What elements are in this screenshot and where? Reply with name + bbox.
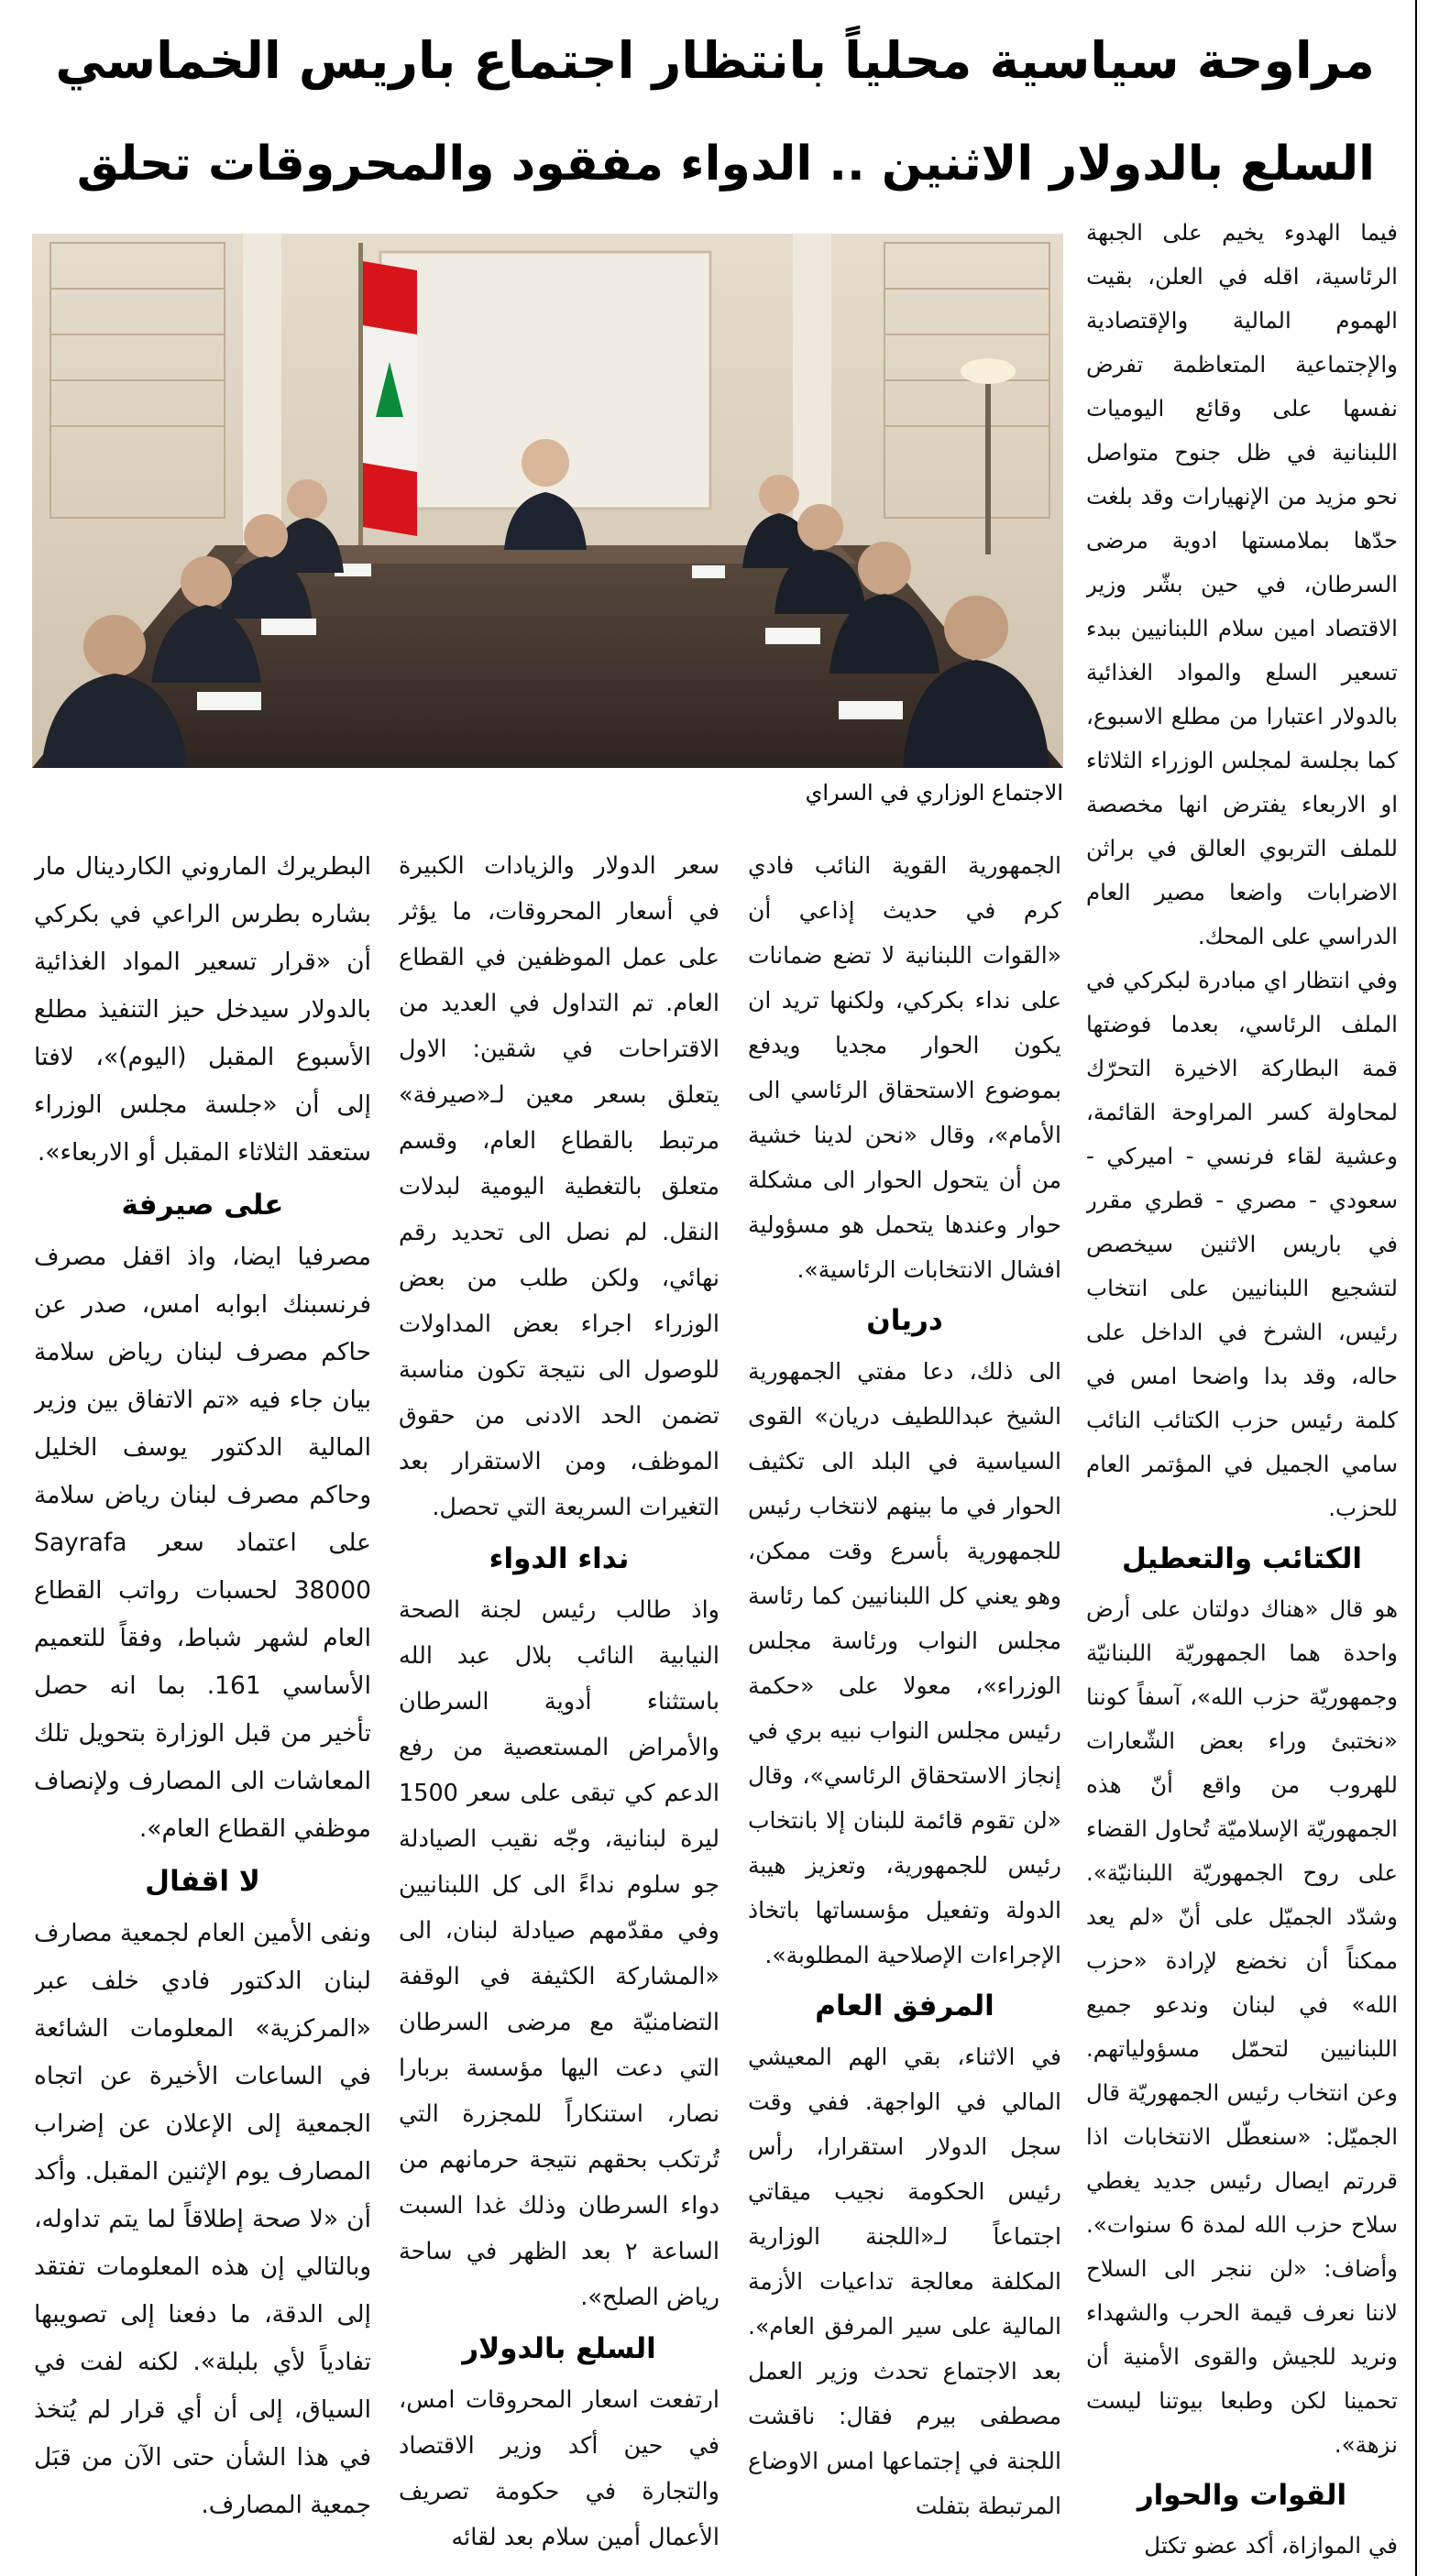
meeting-photo-illustration: [32, 234, 1063, 768]
article-column-4: [34, 843, 371, 2571]
article-column-3: [399, 843, 720, 2571]
article-paragraph: الجمهورية القوية النائب فادي كرم في حديث إذاعي أن «القوات اللبنانية لا تضع ضمانات على نداء بكركي، ولكنها تريد ان يكون الحوار مجديا ويدفع بموضوع الاستحقاق الرئاسي الى الأمام»، وقال «نحن لدينا خشية من أن يتحول الحوار الى مشكلة حوار وعندها يتحمل هو مسؤولية افشال الانتخابات الرئاسية».: [748, 852, 1061, 1283]
article-paragraph: مصرفيا ايضا، واذ اقفل مصرف فرنسبنك ابوابه امس، صدر عن حاكم مصرف لبنان رياض سلامة بيان جاء فيه «تم الاتفاق بين وزير المالية الدكتور يوسف الخليل وحاكم مصرف لبنان رياض سلامة على اعتماد سعر Sayrafa 38000 لحسبات رواتب القطاع العام لشهر شباط، وفقاً للتعميم الأساسي 161. بما انه حصل تأخير من قبل الوزارة بتحويل تلك المعاشات الى المصارف ولإنصاف موظفي القطاع العام».: [34, 1243, 371, 1843]
article-paragraph: ارتفعت اسعار المحروقات امس، في حين أكد وزير الاقتصاد والتجارة في حكومة تصريف الأعمال أمين سلام بعد لقائه: [399, 2386, 720, 2551]
article-column-1: [1086, 211, 1398, 2571]
article-paragraph: البطريرك الماروني الكاردينال مار بشاره بطرس الراعي في بكركي أن «قرار تسعير المواد الغذائية بالدولار سيدخل حيز التنفيذ مطلع الأسبوع المقبل (اليوم)»، لافتا إلى أن «جلسة مجلس الوزراء ستعقد الثلاثاء المقبل أو الاربعاء».: [34, 852, 371, 1167]
article-paragraph: ونفى الأمين العام لجمعية مصارف لبنان الدكتور فادي خلف عبر «المركزية» المعلومات الشائعة في الساعات الأخيرة عن اتجاه الجمعية إلى الإعلان عن إضراب المصارف يوم الإثنين المقبل. وأكد أن «لا صحة إطلاقاً لما يتم تداوله، وبالتالي إن هذه المعلومات تفتقد إلى الدقة، ما دفعنا إلى تصويبها تفادياً لأي بلبلة». لكنه لفت في السياق، إلى أن أي قرار لم يُتخذ في هذا الشأن حتى الآن من قبَل جمعية المصارف.: [34, 1919, 371, 2519]
article-paragraph: في الموازاة، أكد عضو تكتل: [1144, 2532, 1398, 2559]
section-subheading: السلع بالدولار: [462, 2332, 656, 2365]
section-subheading: لا اقفال: [145, 1865, 260, 1898]
section-subheading: القوات والحوار: [1137, 2479, 1347, 2512]
section-subheading: الكتائب والتعطيل: [1121, 1542, 1363, 1575]
article-paragraph: هو قال «هناك دولتان على أرض واحدة هما الجمهوريّة اللبنانيّة وجمهوريّة حزب الله»، آسفاً كوننا «نختبئ وراء بعض الشّعارات للهروب من واقع أنّ هذه الجمهوريّة الإسلاميّة تُحاول القضاء على روح الجمهوريّة اللبنانيّة». وشدّد الجميّل على أنّ «لم يعد ممكناً أن نخضع لإرادة «حزب الله» في لبنان وندعو جميع اللبنانيين لتحمّل مسؤولياتهم. وعن انتخاب رئيس الجمهوريّة قال الجميّل: «سنعطّل الانتخابات اذا قررتم ايصال رئيس جديد يغطي سلاح حزب الله لمدة 6 سنوات». وأضاف: «لن ننجر الى السلاح لاننا نعرف قيمة الحرب والشهداء ونريد للجيش والقوى الأمنية أن تحمينا لكن وطبعا بيوتنا ليست نزهة».: [1086, 1595, 1398, 2458]
article-paragraph: في الاثناء، بقي الهم المعيشي المالي في الواجهة. ففي وقت سجل الدولار استقرارا، رأس رئيس الحكومة نجيب ميقاتي اجتماعاً لـ«اللجنة الوزارية المكلفة معالجة تداعيات الأزمة المالية على سير المرفق العام». بعد الاجتماع تحدث وزير العمل مصطفى بيرم فقال: ناقشت اللجنة في إجتماعها امس الاوضاع المرتبطة بتفلت: [748, 2044, 1061, 2519]
section-subheading: نداء الدواء: [489, 1542, 630, 1575]
meeting-photo: [32, 234, 1063, 768]
section-subheading: المرفق العام: [815, 1990, 994, 2022]
headline-line-2: السلع بالدولار الاثنين .. الدواء مفقود والمحروقات تحلق: [76, 137, 1375, 192]
headline-line-1: مراوحة سياسية محلياً بانتظار اجتماع باريس الخماسي: [55, 31, 1375, 90]
section-subheading: دريان: [866, 1304, 943, 1337]
page-edge-rule: [1415, 0, 1417, 2576]
section-subheading: على صيرفة: [121, 1189, 284, 1222]
photo-caption: الاجتماع الوزاري في السراي: [805, 780, 1063, 806]
article-column-2: [748, 843, 1061, 2571]
article-paragraph: واذ طالب رئيس لجنة الصحة النيابية النائب بلال عبد الله باستثناء أدوية السرطان والأمراض المستعصية من رفع الدعم كي تبقى على سعر 1500 ليرة لبنانية، وجّه نقيب الصيادلة جو سلوم نداءً الى كل اللبنانيين وفي مقدّمهم صيادلة لبنان، الى «المشاركة الكثيفة في الوقفة التضامنيّة مع مرضى السرطان التي دعت اليها مؤسسة بربارا نصار، استنكاراً للمجزرة التي تُرتكب بحقهم نتيجة حرمانهم من دواء السرطان وذلك غدا السبت الساعة ٢ بعد الظهر في ساحة رياض الصلح».: [399, 1596, 720, 2311]
article-paragraph: سعر الدولار والزيادات الكبيرة في أسعار المحروقات، ما يؤثر على عمل الموظفين في القطاع العام. تم التداول في العديد من الاقتراحات في شقين: الاول يتعلق بسعر معين لـ«صيرفة» مرتبط بالقطاع العام، وقسم متعلق بالتغطية اليومية لبدلات النقل. لم نصل الى تحديد رقم نهائي، ولكن طلب من بعض الوزراء اجراء بعض المداولات للوصول الى نتيجة تكون مناسبة تضمن الحد الادنى من حقوق الموظف، ومن الاستقرار بعد التغيرات السريعة التي تحصل.: [399, 852, 720, 1521]
article-paragraph: فيما الهدوء يخيم على الجبهة الرئاسية، اقله في العلن، بقيت الهموم المالية والإقتصادية والإجتماعية المتعاظمة تفرض نفسها على وقائع اليوميات اللبنانية في ظل جنوح متواصل نحو مزيد من الإنهيارات وقد بلغت حدّها بملامستها ادوية مرضى السرطان، في حين بشّر وزير الاقتصاد امين سلام اللبنانيين ببدء تسعير السلع والمواد الغذائية بالدولار اعتبارا من مطلع الاسبوع، كما بجلسة لمجلس الوزراء الثلاثاء او الاربعاء يفترض انها مخصصة للملف التربوي العالق في براثن الاضرابات واضعا مصير العام الدراسي على المحك.: [1086, 219, 1398, 949]
article-paragraph: وفي انتظار اي مبادرة لبكركي في الملف الرئاسي، بعدما فوضتها قمة البطاركة الاخيرة التحرّك لمحاولة كسر المراوحة القائمة، وعشية لقاء فرنسي - اميركي - سعودي - مصري - قطري مقرر في باريس الاثنين سيخصص لتشجيع اللبنانيين على انتخاب رئيس، الشرخ في الداخل على حاله، وقد بدا واضحا امس في كلمة رئيس حزب الكتائب النائب سامي الجميل في المؤتمر العام للحزب.: [1086, 967, 1398, 1521]
article-paragraph: الى ذلك، دعا مفتي الجمهورية الشيخ عبداللطيف دريان» القوى السياسية في البلد الى تكثيف الحوار في ما بينهم لانتخاب رئيس للجمهورية بأسرع وقت ممكن، وهو يعني كل اللبنانيين كما رئاسة مجلس النواب ورئاسة مجلس الوزراء»، معولا على «حكمة رئيس مجلس النواب نبيه بري في إنجاز الاستحقاق الرئاسي»، وقال «لن تقوم قائمة للبنان إلا بانتخاب رئيس للجمهورية، وتعزيز هيبة الدولة وتفعيل مؤسساتها باتخاذ الإجراءات الإصلاحية المطلوبة».: [748, 1358, 1061, 1968]
